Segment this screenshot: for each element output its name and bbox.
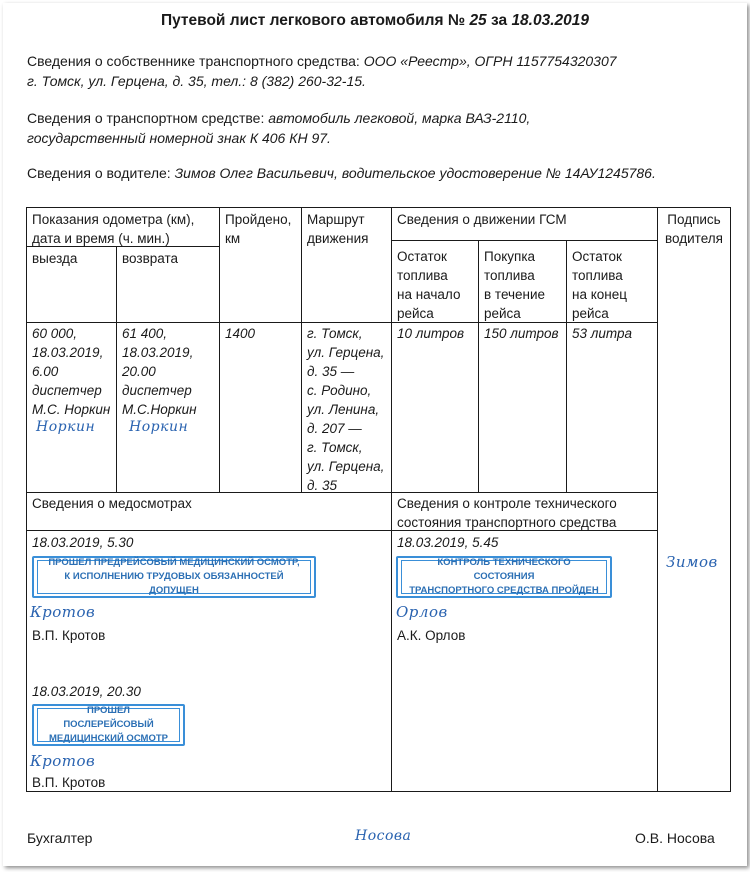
header-odometer-l2: дата и время (ч. мин.) — [32, 231, 170, 246]
header-fuel-start-l2: топлива — [397, 268, 448, 283]
medical-header: Сведения о медосмотрах — [32, 496, 192, 511]
table-border-bottom — [26, 791, 731, 792]
header-fuel-buy-l4: рейса — [484, 306, 521, 321]
pre-trip-time: 18.03.2019, 5.30 — [32, 535, 134, 550]
departure-role: диспетчер — [32, 383, 102, 398]
header-sign — [657, 210, 731, 248]
divider-route-fuel — [391, 207, 392, 792]
owner-label: Сведения о собственнике транспортного средства: — [27, 53, 360, 69]
vehicle-info — [27, 108, 727, 148]
header-fuel-start-l3: на начало — [397, 287, 461, 302]
route-l6: д. 207 — — [307, 421, 362, 436]
divider-fuel-sub — [391, 240, 657, 241]
vehicle-label: Сведения о транспортном средстве: — [27, 110, 265, 126]
owner-info — [27, 51, 727, 91]
post-trip-medic-signature: Кротов — [30, 752, 96, 770]
mechanic-name: А.К. Орлов — [397, 628, 466, 643]
driver-signature: Зимов — [666, 553, 718, 571]
header-fuel-buy — [484, 247, 545, 323]
return-date: 18.03.2019, — [122, 345, 194, 360]
pre-trip-stamp-l2: К ИСПОЛНЕНИЮ ТРУДОВЫХ ОБЯЗАННОСТЕЙ ДОПУЩЕН — [64, 571, 284, 596]
header-fuel-end — [572, 247, 627, 323]
return-values — [122, 324, 197, 419]
accountant-label: Бухгалтер — [27, 830, 93, 846]
header-fuel-end-l2: топлива — [572, 268, 623, 283]
header-fuel-end-l3: на конец — [572, 287, 627, 302]
route-l2: ул. Герцена, — [307, 345, 385, 360]
fuel-end-value: 53 литра — [572, 326, 632, 341]
pre-trip-medical-stamp — [32, 556, 316, 598]
header-fuel-buy-l2: топлива — [484, 268, 535, 283]
driver-info — [27, 163, 727, 183]
header-fuel-start-l1: Остаток — [397, 249, 447, 264]
header-fuel-end-l1: Остаток — [572, 249, 622, 264]
header-odometer-l1: Показания одометра (км), — [32, 212, 195, 227]
route-value — [307, 324, 384, 495]
header-sign-l2: водителя — [665, 231, 723, 246]
header-sign-l1: Подпись — [667, 212, 721, 227]
return-role: диспетчер — [122, 383, 192, 398]
dispatcher-signature-return: Норкин — [129, 419, 189, 435]
document-title — [3, 12, 747, 30]
table-border-left — [26, 207, 27, 792]
departure-time: 6.00 — [32, 364, 59, 379]
title-za: за — [491, 12, 508, 29]
return-odometer: 61 400, — [122, 326, 168, 341]
header-route-l1: Маршрут — [307, 212, 365, 227]
vehicle-value-line1: автомобиль легковой, марка ВАЗ-2110, — [268, 110, 531, 126]
divider-dep-ret — [116, 246, 117, 492]
table-border-right — [730, 207, 731, 792]
divider-odo-dist — [219, 207, 220, 492]
return-time: 20.00 — [122, 364, 156, 379]
header-fuel-start-l4: рейса — [397, 306, 434, 321]
route-l9: д. 35 — [307, 478, 337, 493]
waybill-document — [3, 3, 747, 866]
header-distance-l2: км — [225, 231, 241, 246]
departure-dispatcher: М.С. Норкин — [32, 402, 111, 417]
driver-label: Сведения о водителе: — [27, 165, 171, 181]
fuel-buy-value: 150 литров — [484, 326, 559, 341]
pre-trip-medic-name: В.П. Кротов — [32, 628, 106, 643]
header-fuel-buy-l3: в течение — [484, 287, 546, 302]
distance-value: 1400 — [225, 326, 256, 341]
divider-dist-route — [301, 207, 302, 492]
header-route — [307, 210, 368, 248]
technical-stamp-l1: КОНТРОЛЬ ТЕХНИЧЕСКОГО СОСТОЯНИЯ — [437, 557, 571, 582]
waybill-number: 25 — [469, 12, 487, 29]
technical-header — [397, 494, 617, 532]
waybill-date: 18.03.2019 — [511, 12, 590, 29]
divider-fuel2 — [566, 240, 567, 492]
header-fuel-end-l4: рейса — [572, 306, 609, 321]
pre-trip-medic-signature: Кротов — [30, 603, 96, 621]
header-distance — [225, 210, 291, 248]
owner-value-line1: ООО «Реестр», ОГРН 1157754320307 — [363, 53, 617, 69]
return-dispatcher: М.С.Норкин — [122, 402, 197, 417]
dispatcher-signature-departure: Норкин — [36, 419, 96, 435]
header-fuel-buy-l1: Покупка — [484, 249, 536, 264]
pre-trip-stamp-inner — [37, 557, 311, 596]
technical-header-l2: состояния транспортного средства — [397, 515, 617, 530]
post-trip-medic-name: В.П. Кротов — [32, 775, 106, 790]
accountant-signature: Носова — [355, 828, 412, 844]
post-trip-medical-stamp — [32, 704, 185, 746]
accountant-name: О.В. Носова — [635, 830, 715, 846]
header-fuel: Сведения о движении ГСМ — [397, 212, 567, 227]
header-distance-l1: Пройдено, — [225, 212, 292, 227]
header-departure: выезда — [32, 251, 78, 266]
fuel-start-value: 10 литров — [397, 326, 465, 341]
technical-stamp-inner — [401, 557, 607, 596]
mechanic-signature: Орлов — [396, 603, 448, 621]
route-l7: г. Томск, — [307, 440, 363, 455]
route-l8: ул. Герцена, — [307, 459, 385, 474]
departure-date: 18.03.2019, — [32, 345, 104, 360]
divider-sign — [657, 207, 658, 792]
technical-time: 18.03.2019, 5.45 — [397, 535, 499, 550]
post-trip-time: 18.03.2019, 20.30 — [32, 684, 141, 699]
table-border-top — [26, 207, 731, 208]
technical-control-stamp — [396, 556, 612, 598]
divider-header-bottom — [26, 322, 657, 323]
departure-values — [32, 324, 110, 419]
vehicle-value-line2: государственный номерной знак К 406 КН 97. — [27, 130, 331, 146]
driver-value: Зимов Олег Васильевич, водительское удостоверение № 14АУ1245786. — [174, 165, 656, 181]
header-route-l2: движения — [307, 231, 369, 246]
post-trip-stamp-l2: МЕДИЦИНСКИЙ ОСМОТР — [49, 733, 168, 744]
header-fuel-start — [397, 247, 460, 323]
post-trip-stamp-l1: ПРОШЕЛ ПОСЛЕРЕЙСОВЫЙ — [63, 705, 154, 730]
route-l3: д. 35 — — [307, 364, 355, 379]
header-return: возврата — [122, 251, 178, 266]
header-odometer — [32, 210, 194, 248]
title-prefix: Путевой лист легкового автомобиля № — [160, 12, 466, 29]
technical-stamp-l2: ТРАНСПОРТНОГО СРЕДСТВА ПРОЙДЕН — [409, 585, 599, 596]
route-l1: г. Томск, — [307, 326, 363, 341]
technical-header-l1: Сведения о контроле технического — [397, 496, 617, 511]
route-l5: ул. Ленина, — [307, 402, 380, 417]
waybill-table — [26, 207, 731, 792]
post-trip-stamp-inner — [37, 705, 180, 744]
pre-trip-stamp-l1: ПРОШЕЛ ПРЕДРЕЙСОВЫЙ МЕДИЦИНСКИЙ ОСМОТР, — [48, 557, 300, 568]
departure-odometer: 60 000, — [32, 326, 78, 341]
route-l4: с. Родино, — [307, 383, 372, 398]
owner-value-line2: г. Томск, ул. Герцена, д. 35, тел.: 8 (382) 260-32-15. — [27, 73, 366, 89]
divider-fuel1 — [478, 240, 479, 492]
